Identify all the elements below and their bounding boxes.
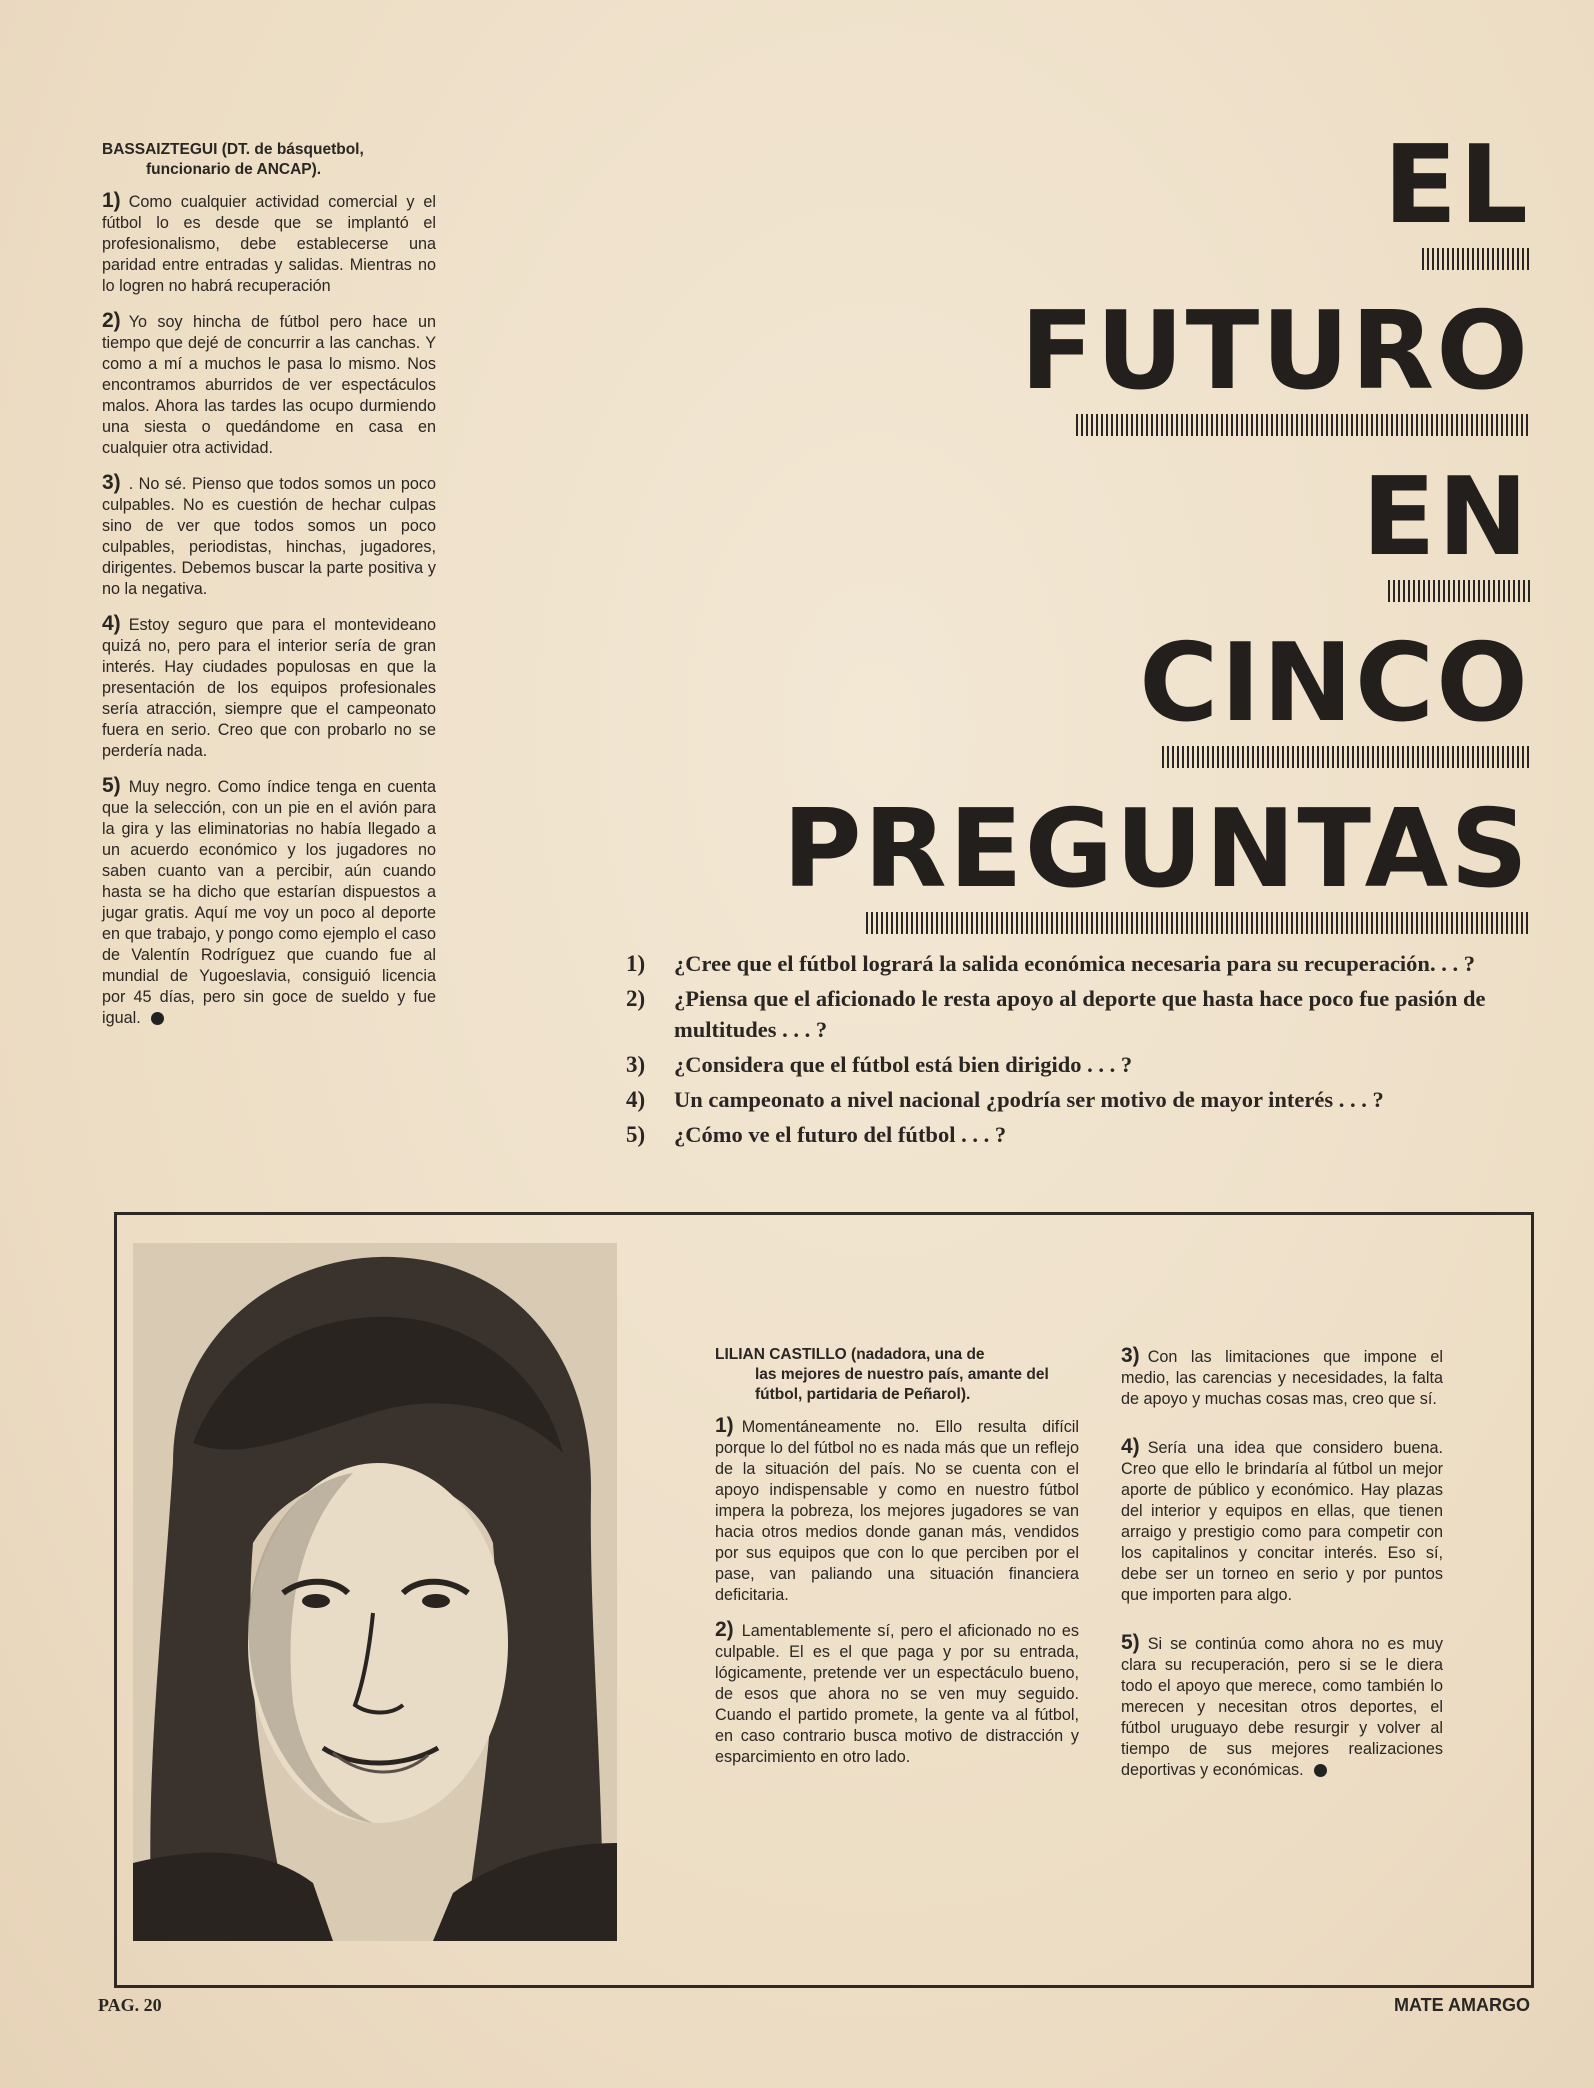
- portrait-photo: [133, 1243, 617, 1941]
- answer-2: [102, 310, 436, 459]
- question-1: [626, 948, 1532, 979]
- interviewee-name: [715, 1345, 1079, 1405]
- answer-text: Muy negro. Como índice tenga en cuenta que la selección, con un pie en el avión para la gira y las eliminatorias no había llegado a un acuerdo económico y los jugadores no saben cuanto van a percibir, aún cuando hasta se ha dicho que estarían dispuestos a jugar gratis. Aquí me voy un poco al deporte en que trabajo, y pongo como ejemplo el caso de Valentín Rodríguez que cuando fue al mundial de Yugoeslavia, consiguió licencia por 45 días, pero sin goce de sueldo y fue igual.: [102, 778, 436, 1027]
- title-line: EL: [1383, 123, 1530, 248]
- question-number: 1): [626, 951, 646, 976]
- author-line-2: las mejores de nuestro país, amante del fútbol, partidaria de Peñarol).: [755, 1366, 1049, 1403]
- article-title: [782, 123, 1530, 934]
- answer-number: 3): [102, 471, 121, 494]
- answer-1: [102, 190, 436, 297]
- answer-text: Lamentablemente sí, pero el aficionado no es culpable. El es el que paga y por su entrada, lógicamente, pretende ver un espectáculo bueno, de esos que ahora no se ven muy seguido. Cuando el partido promete, la gente va al fútbol, en caso contrario busca motivo de distracción y esparcimiento en otro lado.: [715, 1622, 1079, 1766]
- magazine-name: MATE AMARGO: [1394, 1995, 1530, 2015]
- answer-text: . No sé. Pienso que todos somos un poco culpables. No es cuestión de hechar culpas sino de ver que todos somos un poco culpables, periodistas, hinchas, jugadores, dirigentes. Debemos buscar la parte positiva y no la negativa.: [102, 475, 436, 598]
- title-rule: [1076, 414, 1530, 436]
- question-number: 4): [626, 1087, 646, 1112]
- portrait-image: [133, 1243, 617, 1941]
- answer-number: 5): [1121, 1631, 1140, 1654]
- answer-2: [715, 1619, 1079, 1768]
- title-line: PREGUNTAS: [782, 787, 1530, 912]
- answer-text: Yo soy hincha de fútbol pero hace un tiempo que dejé de concurrir a las canchas. Y como a mí a muchos le pasa lo mismo. Nos encontramos aburridos de ver espectáculos malos. Ahora las tardes las ocupo durmiendo una siesta o quedándome en casa en cualquier otra actividad.: [102, 313, 436, 457]
- answer-number: 3): [1121, 1344, 1140, 1367]
- question-number: 5): [626, 1122, 646, 1147]
- question-text: ¿Piensa que el aficionado le resta apoyo al deporte que hasta hace poco fue pasión de multitudes . . . ?: [674, 986, 1486, 1042]
- answer-1: [715, 1415, 1079, 1606]
- answer-3: [102, 472, 436, 600]
- page-number: PAG. 20: [98, 1995, 162, 2015]
- box-column-left: [715, 1345, 1079, 1781]
- interview-box: [114, 1212, 1534, 1988]
- box-column-right: [1121, 1345, 1443, 1794]
- answer-text: Estoy seguro que para el montevideano quizá no, pero para el interior sería de gran interés. Hay ciudades populosas en que la presentación de los equipos profesionales sería atracción, siempre que el campeonato fuera en serio. Creo que con probarlo no se perdería nada.: [102, 616, 436, 760]
- author-line-1: BASSAIZTEGUI (DT. de básquetbol,: [102, 141, 364, 158]
- answer-number: 4): [102, 612, 121, 635]
- question-5: [626, 1119, 1532, 1150]
- questions-list: [626, 948, 1532, 1154]
- answer-text: Momentáneamente no. Ello resulta difícil porque lo del fútbol no es nada más que un reflejo de la situación del país. No se cuenta con el apoyo indispensable y como en nuestro fútbol impera la pobreza, los mejores jugadores se van hacia otros medios donde ganan más, vendidos por sus equipos que con lo que perciben por el pase, van paliando una situación financiera deficitaria.: [715, 1418, 1079, 1604]
- answer-number: 5): [102, 774, 121, 797]
- title-rule: [1422, 248, 1530, 270]
- question-number: 2): [626, 986, 646, 1011]
- question-2: [626, 983, 1532, 1045]
- title-rule: [1388, 580, 1530, 602]
- question-text: ¿Cómo ve el futuro del fútbol . . . ?: [674, 1122, 1007, 1147]
- answer-4: [102, 613, 436, 762]
- title-rule: [1162, 746, 1530, 768]
- answer-text: Sería una idea que considero buena. Creo que ello le brindaría al fútbol un mejor aporte de público y económico. Hay plazas del interior y equipos en ellas, que tienen arraigo y prestigio como para competir con los capitalinos y concitar interés. Eso sí, debe ser un torneo en serio y por puntos que importen para algo.: [1121, 1439, 1443, 1604]
- answer-number: 2): [102, 309, 121, 332]
- title-line: EN: [1361, 455, 1530, 580]
- answer-3: [1121, 1345, 1443, 1410]
- question-text: ¿Considera que el fútbol está bien dirigido . . . ?: [674, 1052, 1133, 1077]
- author-line-1: LILIAN CASTILLO (nadadora, una de: [715, 1346, 985, 1363]
- question-text: Un campeonato a nivel nacional ¿podría ser motivo de mayor interés . . . ?: [674, 1087, 1384, 1112]
- end-bullet-icon: [151, 1012, 164, 1025]
- end-bullet-icon: [1314, 1764, 1327, 1777]
- title-rule: [866, 912, 1530, 934]
- author-line-2: funcionario de ANCAP).: [146, 161, 322, 178]
- answer-number: 2): [715, 1618, 734, 1641]
- answer-4: [1121, 1436, 1443, 1606]
- answer-5: [102, 775, 436, 1029]
- answer-number: 4): [1121, 1435, 1140, 1458]
- title-line: CINCO: [1139, 621, 1530, 746]
- left-interview-column: [102, 140, 436, 1042]
- question-text: ¿Cree que el fútbol logrará la salida económica necesaria para su recuperación. . . ?: [674, 951, 1475, 976]
- answer-5: [1121, 1632, 1443, 1781]
- question-number: 3): [626, 1052, 646, 1077]
- question-3: [626, 1049, 1532, 1080]
- answer-number: 1): [715, 1414, 734, 1437]
- answer-text: Como cualquier actividad comercial y el fútbol lo es desde que se implantó el profesionalismo, debe establecerse una paridad entre entradas y salidas. Mientras no lo logren no habrá recuperación: [102, 193, 436, 295]
- title-line: FUTURO: [1020, 289, 1530, 414]
- question-4: [626, 1084, 1532, 1115]
- answer-text: Con las limitaciones que impone el medio, las carencias y necesidades, la falta de apoyo y muchas cosas mas, creo que sí.: [1121, 1348, 1443, 1408]
- answer-text: Si se continúa como ahora no es muy clara su recuperación, pero si se le diera todo el apoyo que merece, como también lo merecen y necesitan otros deportes, el fútbol uruguayo debe resurgir y volver al tiempo de sus mejores realizaciones deportivas y económicas.: [1121, 1635, 1443, 1779]
- answer-number: 1): [102, 189, 121, 212]
- interviewee-name: [102, 140, 436, 180]
